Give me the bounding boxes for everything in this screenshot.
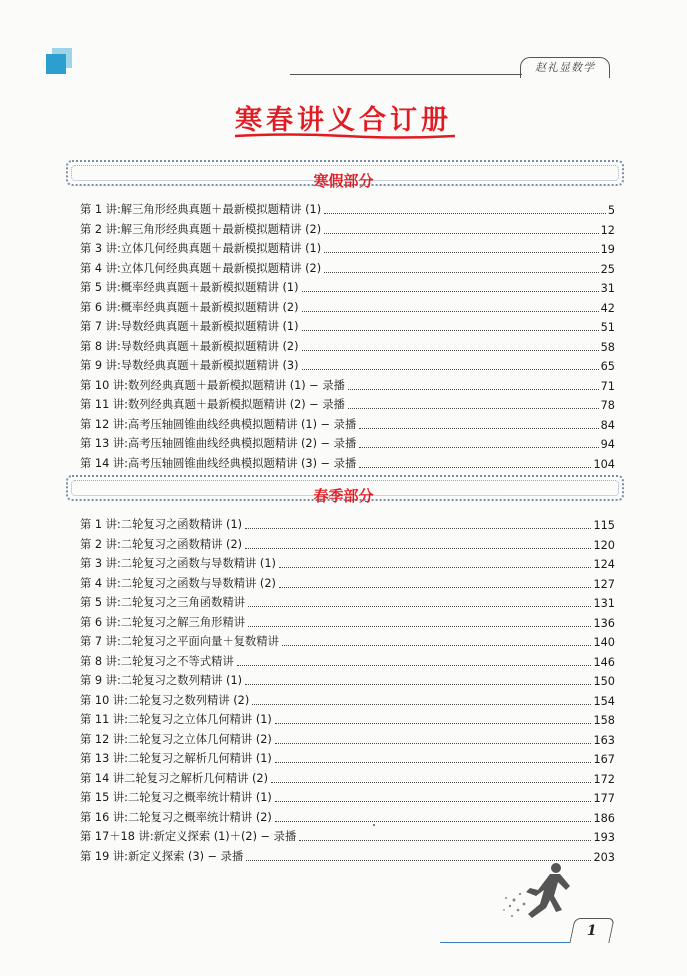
toc-entry-title: 第 9 讲:二轮复习之数列精讲 (1) — [80, 674, 243, 687]
toc-entry-page: 124 — [593, 558, 615, 571]
toc-entry-title: 第 8 讲:导数经典真题＋最新模拟题精讲 (2) — [80, 339, 299, 353]
toc-entry-page: 94 — [600, 438, 615, 451]
toc-entry-page: 120 — [593, 538, 615, 552]
toc-entry-title: 第 17＋18 讲:新定义探索 (1)＋(2) − 录播 — [80, 830, 297, 843]
page-number — [569, 918, 614, 943]
toc-entry — [80, 432, 615, 451]
toc-entry — [80, 767, 615, 786]
toc-leader-dots — [302, 311, 599, 312]
toc-entry-title: 第 12 讲:高考压轴圆锥曲线经典模拟题精讲 (1) − 录播 — [80, 417, 357, 431]
toc-entry-page: 146 — [593, 655, 615, 669]
toc-leader-dots — [279, 567, 592, 568]
toc-entry — [80, 611, 615, 630]
toc-entry-page: 136 — [593, 616, 615, 630]
toc-entry-page: 78 — [600, 399, 615, 412]
toc-entry-page: 31 — [600, 282, 615, 295]
toc-leader-dots — [275, 801, 592, 802]
toc-entry-page: 163 — [593, 733, 615, 747]
toc-entry-title: 第 3 讲:二轮复习之函数与导数精讲 (1) — [80, 557, 276, 570]
toc-entry-page: 42 — [600, 301, 615, 315]
toc-entry-page: 177 — [593, 792, 615, 805]
toc-entry — [80, 237, 615, 256]
toc-leader-dots — [275, 743, 592, 744]
toc-leader-dots — [302, 330, 599, 331]
toc-leader-dots — [245, 548, 591, 549]
toc-leader-dots — [359, 428, 598, 429]
toc-entry-page: 65 — [600, 360, 615, 373]
corner-square-icon — [46, 48, 76, 78]
toc-entry — [80, 825, 615, 844]
toc-leader-dots — [248, 606, 591, 607]
toc-leader-dots — [359, 447, 598, 448]
toc-leader-dots — [275, 723, 592, 724]
toc-entry-title: 第 7 讲:导数经典真题＋最新模拟题精讲 (1) — [80, 320, 299, 333]
toc-entry-page: 25 — [600, 262, 615, 276]
toc-entry-page: 84 — [600, 418, 615, 432]
toc-entry — [80, 552, 615, 571]
toc-entry — [80, 198, 615, 217]
toc-leader-dots — [237, 665, 592, 666]
toc-entry-title: 第 7 讲:二轮复习之平面向量＋复数精讲 — [80, 635, 279, 648]
toc-entry-page: 193 — [593, 831, 615, 844]
toc-entry — [80, 786, 615, 805]
toc-leader-dots — [324, 252, 599, 253]
toc-entry-page: 104 — [593, 457, 615, 471]
toc-entry-title: 第 3 讲:立体几何经典真题＋最新模拟题精讲 (1) — [80, 242, 322, 255]
toc-entry — [80, 669, 615, 688]
toc-entry-title: 第 13 讲:二轮复习之解析几何精讲 (1) — [80, 752, 272, 765]
footer-rule — [440, 942, 570, 943]
toc-leader-dots — [324, 213, 606, 214]
toc-entry — [80, 806, 615, 825]
toc-entry — [80, 650, 615, 669]
toc-entry — [80, 513, 615, 532]
toc-leader-dots — [302, 369, 599, 370]
toc-leader-dots — [302, 291, 599, 292]
toc-entry-title: 第 10 讲:数列经典真题＋最新模拟题精讲 (1) − 录播 — [80, 378, 345, 392]
toc-entry-page: 58 — [600, 340, 615, 354]
toc-leader-dots — [271, 782, 591, 783]
toc-entry-page: 51 — [600, 321, 615, 334]
toc-entry — [80, 630, 615, 649]
toc-entry — [80, 218, 615, 237]
toc-entry-title: 第 1 讲:解三角形经典真题＋最新模拟题精讲 (1) — [80, 203, 322, 216]
toc-leader-dots — [279, 587, 592, 588]
toc-entry-page: 154 — [593, 694, 615, 708]
toc-entry — [80, 728, 615, 747]
toc-leader-dots — [245, 528, 591, 529]
toc-entry-title: 第 1 讲:二轮复习之函数精讲 (1) — [80, 518, 243, 531]
toc-entry-title: 第 11 讲:二轮复习之立体几何精讲 (1) — [80, 713, 272, 726]
toc-entry — [80, 452, 615, 471]
toc-entry-title: 第 14 讲:高考压轴圆锥曲线经典模拟题精讲 (3) − 录播 — [80, 456, 357, 470]
toc-entry — [80, 708, 615, 727]
toc-leader-dots — [282, 645, 592, 646]
toc-entry — [80, 393, 615, 412]
toc-entry — [80, 533, 615, 552]
toc-leader-dots — [324, 233, 599, 234]
toc-entry-page: 19 — [600, 243, 615, 256]
toc-leader-dots — [248, 626, 591, 627]
toc-entry-page: 5 — [607, 204, 615, 217]
toc-entry — [80, 276, 615, 295]
toc-leader-dots — [348, 408, 599, 409]
section-title-winter: 寒假部分 — [313, 172, 374, 190]
toc-entry-page: 150 — [593, 675, 615, 688]
toc-entry-page: 172 — [593, 772, 615, 786]
toc-entry-page: 158 — [593, 714, 615, 727]
toc-entry-page: 167 — [593, 753, 615, 766]
toc-entry — [80, 335, 615, 354]
toc-leader-dots — [252, 704, 591, 705]
toc-entry-title: 第 12 讲:二轮复习之立体几何精讲 (2) — [80, 732, 272, 746]
toc-entry-page: 140 — [593, 636, 615, 649]
page-title: 寒春讲义合订册 — [235, 105, 452, 136]
toc-entry-title: 第 11 讲:数列经典真题＋最新模拟题精讲 (2) − 录播 — [80, 398, 345, 411]
toc-entry-title: 第 8 讲:二轮复习之不等式精讲 — [80, 654, 234, 668]
toc-entry-page: 186 — [593, 811, 615, 825]
toc-entry — [80, 374, 615, 393]
toc-entry-title: 第 9 讲:导数经典真题＋最新模拟题精讲 (3) — [80, 359, 299, 372]
toc-entry-title: 第 10 讲:二轮复习之数列精讲 (2) — [80, 693, 250, 707]
toc-entry-page: 12 — [600, 223, 615, 237]
toc-entry — [80, 413, 615, 432]
toc-entry — [80, 257, 615, 276]
toc-leader-dots — [245, 684, 591, 685]
toc-entry-title: 第 13 讲:高考压轴圆锥曲线经典模拟题精讲 (2) − 录播 — [80, 437, 357, 450]
brand-tab: 赵礼显数学 — [520, 57, 610, 78]
toc-entry — [80, 296, 615, 315]
toc-entry-page: 203 — [593, 850, 615, 864]
section-title-spring: 春季部分 — [313, 487, 374, 505]
toc-entry-title: 第 4 讲:二轮复习之函数与导数精讲 (2) — [80, 576, 276, 590]
toc-entry-page: 115 — [593, 519, 615, 532]
toc-leader-dots — [299, 840, 591, 841]
toc-entry-title: 第 6 讲:二轮复习之解三角形精讲 — [80, 615, 246, 629]
toc-entry — [80, 315, 615, 334]
toc-leader-dots — [348, 389, 599, 390]
toc-entry-title: 第 14 讲二轮复习之解析几何精讲 (2) — [80, 771, 269, 785]
toc-leader-dots — [324, 272, 599, 273]
toc-entry-title: 第 5 讲:二轮复习之三角函数精讲 — [80, 596, 246, 609]
title-underline — [235, 133, 455, 139]
toc-leader-dots — [359, 467, 591, 468]
toc-entry — [80, 689, 615, 708]
toc-entry-title: 第 2 讲:二轮复习之函数精讲 (2) — [80, 537, 243, 551]
toc-entry-title: 第 19 讲:新定义探索 (3) − 录播 — [80, 849, 244, 863]
toc-entry — [80, 572, 615, 591]
toc-entry — [80, 354, 615, 373]
toc-entry-page: 127 — [593, 577, 615, 591]
toc-entry — [80, 591, 615, 610]
toc-entry — [80, 747, 615, 766]
toc-entry-title: 第 4 讲:立体几何经典真题＋最新模拟题精讲 (2) — [80, 261, 322, 275]
toc-entry-title: 第 5 讲:概率经典真题＋最新模拟题精讲 (1) — [80, 281, 299, 294]
header-rule — [290, 74, 522, 75]
toc-leader-dots — [302, 350, 599, 351]
toc-entry-title: 第 15 讲:二轮复习之概率统计精讲 (1) — [80, 791, 272, 804]
runner-icon — [500, 860, 580, 930]
toc-entry-page: 131 — [593, 597, 615, 610]
page-number-text: 1 — [587, 923, 597, 939]
toc-entry-title: 第 16 讲:二轮复习之概率统计精讲 (2) — [80, 810, 272, 824]
toc-leader-dots — [275, 821, 592, 822]
toc-entry-title: 第 2 讲:解三角形经典真题＋最新模拟题精讲 (2) — [80, 222, 322, 236]
stray-dot — [373, 824, 375, 826]
toc-entry-title: 第 6 讲:概率经典真题＋最新模拟题精讲 (2) — [80, 300, 299, 314]
toc-leader-dots — [275, 762, 592, 763]
toc-entry-page: 71 — [600, 379, 615, 393]
